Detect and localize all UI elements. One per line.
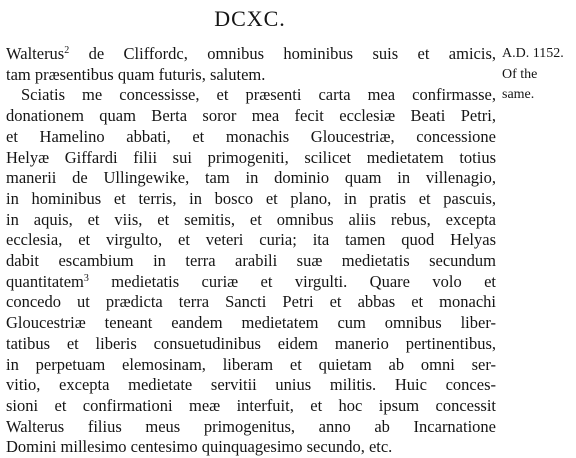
- text-line: Gloucestriæ teneant eandem medietatem cum omnibus liber-: [6, 313, 496, 333]
- text-line: Walterus filius meus primogenitus, anno ab Incarnatione: [6, 416, 496, 436]
- text-line: et Hamelino abbati, et monachis Gloucestriæ, concessione: [6, 126, 496, 146]
- text-line: dabit escambium in terra arabili suæ medietatis secundum: [6, 251, 496, 271]
- text-line: vitio, excepta medietate servitii unius militis. Huic conces-: [6, 375, 496, 395]
- text-segment: Walterus: [6, 44, 65, 63]
- text-line: tatibus et liberis consuetudinibus eidem manerio pertinentibus,: [6, 333, 496, 353]
- margin-note: [502, 44, 576, 106]
- margin-note-line-3: same.: [502, 87, 535, 103]
- text-line: in hominibus et terris, in bosco et plano, in pratis et pascuis,: [6, 188, 496, 208]
- charter-number-heading: DCXC.: [214, 6, 286, 31]
- text-line: Domini millesimo centesimo quinquagesimo secundo, etc.: [6, 437, 393, 457]
- text-line: Sciatis me concessisse, et præsenti carta mea confirmasse,: [21, 85, 496, 105]
- footnote-marker: 2: [64, 45, 70, 56]
- text-line: in perpetuam elemosinam, liberam et quietam ab omni ser-: [6, 354, 496, 374]
- text-line: in aquis, et viis, et semitis, et omnibus aliis rebus, excepta: [6, 209, 496, 229]
- text-line: ecclesia, et virgulto, et veteri curia; ita tamen quod Helyas: [6, 230, 496, 250]
- text-line: manerii de Ullingewike, tam in dominio quam in villenagio,: [6, 168, 496, 188]
- text-line: donationem quam Berta soror mea fecit ecclesiæ Beati Petri,: [6, 106, 496, 126]
- margin-note-date: A.D. 1152.: [502, 46, 564, 61]
- text-line: concedo ut prædicta terra Sancti Petri et abbas et monachi: [6, 292, 496, 312]
- text-segment: medietatis curiæ et virgulti. Quare volo et: [88, 271, 496, 291]
- text-line: [6, 44, 496, 65]
- charter-text: [6, 44, 496, 458]
- text-line: tam præsentibus quam futuris, salutem.: [6, 64, 266, 84]
- text-line: sioni et confirmationi meæ interfuit, et hoc ipsum concessit: [6, 395, 496, 415]
- text-line: Helyæ Giffardi filii sui primogeniti, scilicet medietatem totius: [6, 147, 496, 167]
- margin-note-line-2: Of the: [502, 66, 538, 82]
- footnote-marker: 3: [83, 272, 89, 284]
- text-line: [6, 272, 496, 293]
- text-segment: de Cliffordc, omnibus hominibus suis et amicis,: [69, 44, 496, 63]
- text-segment: quantitatem: [6, 271, 84, 291]
